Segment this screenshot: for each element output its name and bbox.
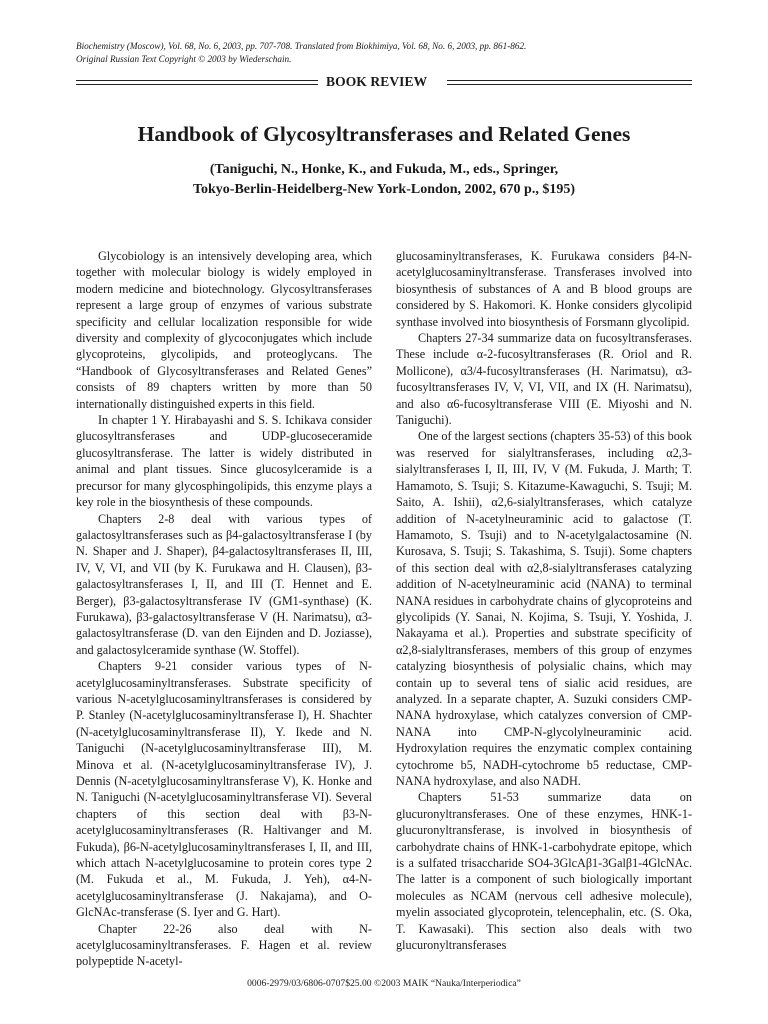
paragraph: Chapters 27-34 summarize data on fucosyltransferases. These include α-2-fucosyltransferases (R. Oriol and R. Mollicone), α3/4-fucosyltransferases (H. Narimatsu), α3-fucosyltransferases IV, V, VI, VII, and IX (H. Narimatsu), and also α6-fucosyltransferase VIII (E. Miyoshi and N. Taniguchi). — [396, 331, 692, 428]
paragraph: Glycobiology is an intensively developing area, which together with molecular biology is widely employed in modern medicine and biotechnology. Glycosyltransferases represent a large group of enzymes of various substrate specificity and cellular localization responsible for wide diversity and complexity of glycoconjugates which include glycoproteins, glycolipids, and proteoglycans. The “Handbook of Glycosyltransferases and Related Genes” consists of 89 chapters written by more than 50 internationally distinguished experts in this field. — [76, 249, 372, 411]
section-rule-right — [447, 80, 692, 85]
paragraph: glucosaminyltransferases, K. Furukawa considers β4-N-acetylglucosaminyltransferase. Transferases involved into biosynthesis of substances of A and B blood groups are considered by S. Hakomori. K. Honke considers glycolipid synthase involved into biosynthesis of Forsmann glycolipid. — [396, 249, 692, 329]
paragraph: Chapters 51-53 summarize data on glucuronyltransferases. One of these enzymes, HNK-1-glucuronyltransferase, is involved in biosynthesis of carbohydrate chains of HNK-1-carbohydrate epitope, which is a sulfated trisaccharide SO4-3GlcAβ1-3Galβ1-4GlcNAc. The latter is a component of such biologically important molecules as NCAM (nervous cell adhesive molecule), myelin associated glycoprotein, telencephalin, etc. (S. Oka, T. Kawasaki). This section also deals with two glucuronyltransferases — [396, 790, 692, 953]
book-citation — [0, 160, 768, 200]
right-column — [396, 248, 692, 953]
book-citation-line-2: Tokyo-Berlin-Heidelberg-New York-London, 2002, 670 p., $195) — [192, 182, 576, 197]
journal-header — [76, 40, 526, 65]
paragraph: Chapter 22-26 also deal with N-acetylglucosaminyltransferases. F. Hagen et al. review polypeptide N-acetyl- — [76, 921, 372, 969]
journal-header-line-2: Original Russian Text Copyright © 2003 by Wiederschain. — [76, 53, 292, 64]
paragraph: Chapters 2-8 deal with various types of galactosyltransferases such as β4-galactosyltransferase I (by N. Shaper and J. Shaper), β4-galactosyltransferases II, III, IV, V, VI, and VII (by K. Furukawa and H. Clausen), β3-galactosyltransferases I, II, and III (T. Hennet and E. Berger), β3-galactosyltransferase IV (GM1-synthase) (K. Furukawa), β3-galactosyltransferase V (H. Narimatsu), α3-galactosyltransferase (D. van den Eijnden and D. Joziasse), and galactosylceramide synthase (W. Stoffel). — [76, 511, 372, 657]
paragraph: In chapter 1 Y. Hirabayashi and S. S. Ichikava consider glucosyltransferases and UDP-glucoseceramide glucosyltransferase. The latter is widely distributed in animal and plant tissues. Since glucosylceramide is a precursor for many glycosphingolipids, this enzyme plays a key role in the biosynthesis of these compounds. — [76, 413, 372, 510]
paragraph: One of the largest sections (chapters 35-53) of this book was reserved for sialyltransferases, including α2,3-sialyltransferases I, II, III, IV, V (M. Fukuda, J. Marth; T. Hamamoto, S. Tsuji; S. Kitazume-Kawaguchi, S. Tsuji; M. Saito, A. Ishii), α2,6-sialyltransferases, which catalyze addition of N-acetylneuraminic acid to galactose (T. Hamamoto, S. Tsuji) and to N-acetylgalactosamine (N. Kurosava, S. Tsuji; S. Takashima, S. Tsuji). Some chapters of this section deal with α2,8-sialyltransferases catalyzing addition of N-acetylneuraminic acid (NANA) to terminal NANA residues in carbohydrate chains of glycoproteins and glycolipids (Y. Sanai, N. Kojima, S. Tsuji, Y. Yoshida, J. Nakayama et al.). Properties and substrate specificity of α2,8-sialyltransferases, members of this group of enzymes catalyzing biosynthesis of polysialic chains, which may contain up to several tens of sialic acid residues, are analyzed. In a separate chapter, A. Suzuki considers CMP-NANA hydroxylase, which catalyzes conversion of CMP-NANA into CMP-N-glycolylneuraminic acid. Hydroxylation requires the enzymatic complex containing cytochrome b5, NADH-cytochrome b5 reductase, CMP-NANA hydroxylase, and also NADH. — [396, 429, 692, 788]
journal-header-line-1: Biochemistry (Moscow), Vol. 68, No. 6, 2003, pp. 707-708. Translated from Biokhimiya, Vol. 68, No. 6, 2003, pp. 861-862. — [76, 41, 527, 51]
left-column — [76, 248, 372, 970]
article-title: Handbook of Glycosyltransferases and Related Genes — [137, 122, 631, 146]
book-citation-line-1: (Taniguchi, N., Honke, K., and Fukuda, M., eds., Springer, — [209, 162, 559, 177]
paragraph: Chapters 9-21 consider various types of N-acetylglucosaminyltransferases. Substrate specificity of various N-acetylglucosaminyltransferases is considered by P. Stanley (N-acetylglucosaminyltransferase I), H. Shachter (N-acetylglucosaminyltransferase II), Y. Ikede and N. Taniguchi (N-acetylglucosaminyltransferase III), M. Minova et al. (N-acetylglucosaminyltransferase IV), J. Dennis (N-acetylglucosaminyltransferase V), K. Honke and N. Taniguchi (N-acetylglucosaminyltransferase VI). Several chapters of this section deal with β3-N-acetylglucosaminyltransferases (R. Haltivanger and M. Fukuda), β6-N-acetylglucosaminyltransferases I, II, and III, which attach N-acetylglucosamine to protein cores type 2 (M. Fukuda et al., M. Fukuda, J. Yeh), α4-N-acetylglucosaminyltransferase (J. Nakajama), and O-GlcNAc-transferase (S. Iyer and G. Hart). — [76, 659, 372, 920]
section-banner — [76, 74, 692, 94]
copyright-footer: 0006-2979/03/6806-0707$25.00 ©2003 MAIK “Nauka/Interperiodica” — [247, 978, 521, 989]
section-rule-left — [76, 80, 318, 85]
section-label: BOOK REVIEW — [326, 74, 428, 89]
